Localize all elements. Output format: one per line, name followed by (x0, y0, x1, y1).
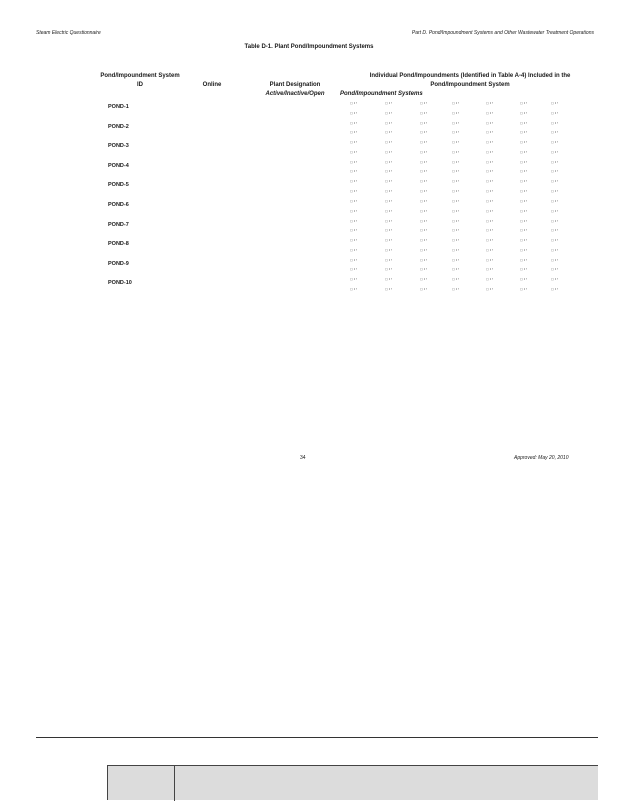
pond-checkbox-cell[interactable]: ▢ • ‹ (420, 159, 427, 164)
pond-checkbox-cell[interactable]: ▢ • ‹ (486, 101, 493, 105)
pond-checkbox-cell[interactable]: ▢ • ‹ (520, 120, 527, 125)
bottom-box (107, 765, 598, 800)
column-individual-sub: Pond/Impoundment Systems (340, 91, 423, 97)
pond-checkbox-cell[interactable]: ▢ • ‹ (520, 277, 527, 282)
pond-checkbox-cell[interactable]: ▢ • ‹ (551, 199, 558, 203)
pond-checkbox-cell[interactable]: ▢ • ‹ (420, 179, 427, 184)
pond-checkbox-cell[interactable]: ▢ • ‹ (486, 277, 493, 282)
pond-checkbox-cell[interactable]: ▢ • ‹ (551, 149, 558, 154)
pond-checkbox-cell[interactable]: ▢ • ‹ (420, 130, 427, 135)
pond-checkbox-cell[interactable]: ▢ • ‹ (551, 277, 558, 282)
pond-checkbox-cell[interactable]: ▢ • ‹ (452, 120, 459, 125)
pond-checkbox-cell[interactable]: ▢ • ‹ (385, 238, 392, 243)
pond-row-label: POND-7 (108, 221, 129, 228)
pond-checkbox-cell[interactable]: ▢ • ‹ (486, 228, 493, 233)
pond-checkbox-cell[interactable]: ▢ • ‹ (350, 208, 357, 213)
pond-checkbox-cell[interactable]: ▢ • ‹ (520, 208, 527, 213)
pond-checkbox-cell[interactable]: ▢ • ‹ (420, 169, 427, 174)
column-system-id: Pond/Impoundment System ID (100, 73, 180, 88)
pond-checkbox-cell[interactable]: ▢ • ‹ (420, 149, 427, 154)
pond-checkbox-cell[interactable]: ▢ • ‹ (420, 247, 427, 252)
pond-checkbox-cell[interactable]: ▢ • ‹ (551, 218, 558, 223)
pond-checkbox-cell[interactable]: ▢ • ‹ (350, 247, 357, 252)
pond-checkbox-cell[interactable]: ▢ • ‹ (520, 130, 527, 135)
pond-checkbox-cell[interactable]: ▢ • ‹ (520, 247, 527, 252)
pond-checkbox-cell[interactable]: ▢ • ‹ (520, 101, 527, 105)
pond-checkbox-cell[interactable]: ▢ • ‹ (520, 199, 527, 203)
pond-row-label: POND-3 (108, 143, 129, 150)
pond-row-label: POND-9 (108, 260, 129, 267)
pond-checkbox-cell[interactable]: ▢ • ‹ (551, 120, 558, 125)
pond-row-label: POND-10 (108, 280, 132, 287)
pond-checkbox-cell[interactable]: ▢ • ‹ (350, 257, 357, 262)
pond-checkbox-cell[interactable]: ▢ • ‹ (520, 179, 527, 184)
pond-checkbox-cell[interactable]: ▢ • ‹ (350, 188, 357, 193)
pond-checkbox-cell[interactable]: ▢ • ‹ (350, 159, 357, 164)
pond-checkbox-cell[interactable]: ▢ • ‹ (350, 140, 357, 145)
pond-checkbox-cell[interactable]: ▢ • ‹ (385, 159, 392, 164)
pond-checkbox-cell[interactable]: ▢ • ‹ (420, 238, 427, 243)
pond-checkbox-cell[interactable]: ▢ • ‹ (385, 140, 392, 145)
pond-checkbox-cell[interactable]: ▢ • ‹ (420, 218, 427, 223)
pond-checkbox-cell[interactable]: ▢ • ‹ (551, 247, 558, 252)
pond-checkbox-cell[interactable]: ▢ • ‹ (385, 149, 392, 154)
pond-checkbox-cell[interactable]: ▢ • ‹ (350, 179, 357, 184)
pond-checkbox-cell[interactable]: ▢ • ‹ (452, 247, 459, 252)
pond-checkbox-cell[interactable]: ▢ • ‹ (486, 159, 493, 164)
pond-row-label: POND-1 (108, 104, 129, 110)
pond-checkbox-cell[interactable]: ▢ • ‹ (350, 277, 357, 282)
pond-checkbox-cell[interactable]: ▢ • ‹ (551, 101, 558, 105)
column-plant-designation (250, 81, 340, 99)
pond-checkbox-cell[interactable]: ▢ • ‹ (385, 208, 392, 213)
pond-checkbox-cell[interactable]: ▢ • ‹ (385, 277, 392, 282)
pond-checkbox-cell[interactable]: ▢ • ‹ (452, 188, 459, 193)
pond-checkbox-cell[interactable]: ▢ • ‹ (551, 188, 558, 193)
pond-checkbox-cell[interactable]: ▢ • ‹ (486, 110, 493, 115)
pond-checkbox-cell[interactable]: ▢ • ‹ (551, 110, 558, 115)
pond-checkbox-cell[interactable]: ▢ • ‹ (551, 130, 558, 135)
pond-checkbox-cell[interactable]: ▢ • ‹ (486, 188, 493, 193)
pond-checkbox-cell[interactable]: ▢ • ‹ (452, 257, 459, 262)
pond-checkbox-cell[interactable]: ▢ • ‹ (385, 188, 392, 193)
page-number: 34 (300, 455, 306, 461)
pond-checkbox-cell[interactable]: ▢ • ‹ (385, 228, 392, 233)
pond-checkbox-cell[interactable]: ▢ • ‹ (385, 199, 392, 203)
pond-row-label: POND-6 (108, 202, 129, 208)
pond-checkbox-cell[interactable]: ▢ • ‹ (452, 179, 459, 184)
approved-date: Approved: May 20, 2010 (514, 455, 569, 461)
pond-checkbox-cell[interactable]: ▢ • ‹ (486, 208, 493, 213)
pond-checkbox-cell[interactable]: ▢ • ‹ (420, 110, 427, 115)
pond-checkbox-cell[interactable]: ▢ • ‹ (486, 140, 493, 145)
pond-checkbox-cell[interactable]: ▢ • ‹ (452, 199, 459, 203)
pond-checkbox-cell[interactable]: ▢ • ‹ (350, 218, 357, 223)
pond-checkbox-cell[interactable]: ▢ • ‹ (385, 286, 392, 291)
pond-checkbox-cell[interactable]: ▢ • ‹ (385, 257, 392, 262)
pond-checkbox-cell[interactable]: ▢ • ‹ (420, 188, 427, 193)
pond-checkbox-cell[interactable]: ▢ • ‹ (350, 267, 357, 272)
pond-checkbox-cell[interactable]: ▢ • ‹ (420, 286, 427, 291)
column-online: Online (202, 82, 222, 88)
pond-checkbox-cell[interactable]: ▢ • ‹ (385, 267, 392, 272)
pond-checkbox-cell[interactable]: ▢ • ‹ (486, 267, 493, 272)
pond-checkbox-cell[interactable]: ▢ • ‹ (452, 101, 459, 105)
pond-checkbox-cell[interactable]: ▢ • ‹ (350, 110, 357, 115)
pond-checkbox-cell[interactable]: ▢ • ‹ (520, 188, 527, 193)
footer-divider (36, 737, 598, 738)
header-right: Part D. Pond/Impoundment Systems and Other Wastewater Treatment Operations (411, 30, 594, 36)
pond-checkbox-cell[interactable]: ▢ • ‹ (486, 247, 493, 252)
pond-checkbox-cell[interactable]: ▢ • ‹ (452, 110, 459, 115)
pond-checkbox-cell[interactable]: ▢ • ‹ (520, 267, 527, 272)
pond-checkbox-cell[interactable]: ▢ • ‹ (520, 140, 527, 145)
pond-row-label: POND-8 (108, 241, 129, 248)
pond-checkbox-cell[interactable]: ▢ • ‹ (551, 267, 558, 272)
pond-checkbox-cell[interactable]: ▢ • ‹ (551, 228, 558, 233)
pond-checkbox-cell[interactable]: ▢ • ‹ (520, 110, 527, 115)
pond-checkbox-cell[interactable]: ▢ • ‹ (350, 238, 357, 243)
pond-checkbox-cell[interactable]: ▢ • ‹ (486, 130, 493, 135)
pond-checkbox-cell[interactable]: ▢ • ‹ (350, 169, 357, 174)
pond-checkbox-cell[interactable]: ▢ • ‹ (486, 257, 493, 262)
pond-checkbox-cell[interactable]: ▢ • ‹ (520, 257, 527, 262)
pond-checkbox-cell[interactable]: ▢ • ‹ (551, 257, 558, 262)
pond-checkbox-cell[interactable]: ▢ • ‹ (486, 238, 493, 243)
pond-checkbox-cell[interactable]: ▢ • ‹ (486, 169, 493, 174)
pond-checkbox-cell[interactable]: ▢ • ‹ (350, 286, 357, 291)
pond-checkbox-cell[interactable]: ▢ • ‹ (452, 130, 459, 135)
pond-checkbox-cell[interactable]: ▢ • ‹ (520, 159, 527, 164)
pond-checkbox-cell[interactable]: ▢ • ‹ (420, 120, 427, 125)
pond-checkbox-cell[interactable]: ▢ • ‹ (551, 179, 558, 184)
pond-checkbox-cell[interactable]: ▢ • ‹ (452, 286, 459, 291)
pond-checkbox-cell[interactable]: ▢ • ‹ (385, 130, 392, 135)
pond-checkbox-cell[interactable]: ▢ • ‹ (551, 140, 558, 145)
pond-checkbox-cell[interactable]: ▢ • ‹ (551, 208, 558, 213)
pond-checkbox-cell[interactable]: ▢ • ‹ (520, 149, 527, 154)
pond-checkbox-cell[interactable]: ▢ • ‹ (420, 228, 427, 233)
bottom-box-divider (174, 766, 175, 801)
pond-checkbox-cell[interactable]: ▢ • ‹ (385, 110, 392, 115)
pond-checkbox-cell[interactable]: ▢ • ‹ (350, 130, 357, 135)
pond-checkbox-cell[interactable]: ▢ • ‹ (551, 238, 558, 243)
column-plant-designation-sub: Active/Inactive/Open (265, 91, 325, 97)
pond-checkbox-cell[interactable]: ▢ • ‹ (486, 286, 493, 291)
pond-checkbox-cell[interactable]: ▢ • ‹ (551, 169, 558, 174)
pond-checkbox-cell[interactable]: ▢ • ‹ (385, 169, 392, 174)
header-left: Steam Electric Questionnaire (36, 30, 101, 36)
pond-checkbox-cell[interactable]: ▢ • ‹ (385, 179, 392, 184)
pond-checkbox-cell[interactable]: ▢ • ‹ (420, 101, 427, 105)
pond-checkbox-cell[interactable]: ▢ • ‹ (452, 140, 459, 145)
pond-checkbox-cell[interactable]: ▢ • ‹ (486, 199, 493, 203)
pond-checkbox-cell[interactable]: ▢ • ‹ (350, 199, 357, 203)
pond-checkbox-cell[interactable]: ▢ • ‹ (520, 238, 527, 243)
pond-checkbox-cell[interactable]: ▢ • ‹ (452, 238, 459, 243)
pond-checkbox-cell[interactable]: ▢ • ‹ (520, 228, 527, 233)
pond-checkbox-cell[interactable]: ▢ • ‹ (452, 169, 459, 174)
pond-checkbox-cell[interactable]: ▢ • ‹ (452, 149, 459, 154)
pond-checkbox-cell[interactable]: ▢ • ‹ (420, 199, 427, 203)
pond-checkbox-cell[interactable]: ▢ • ‹ (350, 101, 357, 105)
pond-checkbox-cell[interactable]: ▢ • ‹ (452, 228, 459, 233)
pond-checkbox-cell[interactable]: ▢ • ‹ (452, 208, 459, 213)
pond-checkbox-cell[interactable]: ▢ • ‹ (551, 159, 558, 164)
pond-checkbox-cell[interactable]: ▢ • ‹ (486, 179, 493, 184)
pond-checkbox-cell[interactable]: ▢ • ‹ (420, 257, 427, 262)
pond-row-label: POND-2 (108, 123, 129, 130)
pond-checkbox-cell[interactable]: ▢ • ‹ (420, 208, 427, 213)
pond-checkbox-cell[interactable]: ▢ • ‹ (551, 286, 558, 291)
pond-checkbox-cell[interactable]: ▢ • ‹ (420, 140, 427, 145)
pond-checkbox-cell[interactable]: ▢ • ‹ (486, 120, 493, 125)
pond-row-label: POND-5 (108, 182, 129, 189)
pond-checkbox-cell[interactable]: ▢ • ‹ (350, 120, 357, 125)
pond-checkbox-cell[interactable]: ▢ • ‹ (385, 101, 392, 105)
pond-checkbox-cell[interactable]: ▢ • ‹ (350, 228, 357, 233)
pond-checkbox-cell[interactable]: ▢ • ‹ (452, 159, 459, 164)
pond-checkbox-cell[interactable]: ▢ • ‹ (385, 218, 392, 223)
pond-checkbox-cell[interactable]: ▢ • ‹ (420, 277, 427, 282)
pond-checkbox-cell[interactable]: ▢ • ‹ (520, 169, 527, 174)
pond-checkbox-cell[interactable]: ▢ • ‹ (452, 267, 459, 272)
pond-checkbox-cell[interactable]: ▢ • ‹ (486, 149, 493, 154)
pond-checkbox-cell[interactable]: ▢ • ‹ (385, 120, 392, 125)
pond-checkbox-cell[interactable]: ▢ • ‹ (520, 218, 527, 223)
pond-checkbox-cell[interactable]: ▢ • ‹ (350, 149, 357, 154)
pond-checkbox-cell[interactable]: ▢ • ‹ (486, 218, 493, 223)
column-plant-designation-label: Plant Designation (269, 82, 321, 88)
pond-checkbox-cell[interactable]: ▢ • ‹ (520, 286, 527, 291)
pond-checkbox-cell[interactable]: ▢ • ‹ (385, 247, 392, 252)
column-individual-ponds: Individual Pond/Impoundments (Identified in Table A-4) Included in the Pond/Impoundment System (369, 73, 571, 88)
pond-checkbox-cell[interactable]: ▢ • ‹ (452, 277, 459, 282)
pond-checkbox-cell[interactable]: ▢ • ‹ (420, 267, 427, 272)
pond-checkbox-cell[interactable]: ▢ • ‹ (452, 218, 459, 223)
table-title: Table D-1. Plant Pond/Impoundment Systems (244, 44, 374, 50)
pond-row-label: POND-4 (108, 162, 129, 169)
